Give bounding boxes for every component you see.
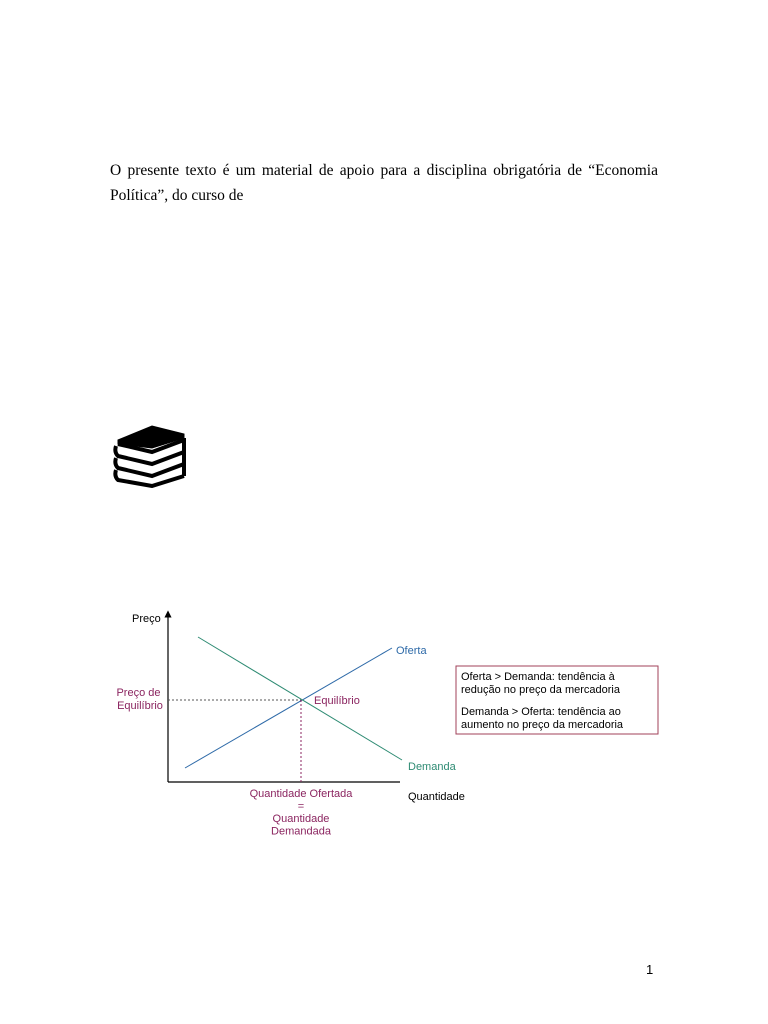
equilibrium-label: Equilíbrio: [314, 695, 360, 707]
x-axis-label: Quantidade: [408, 791, 465, 803]
info-box-line-2: redução no preço da mercadoria: [461, 684, 620, 696]
quantity-label-line: =: [297, 800, 305, 813]
info-box-line-4: aumento no preço da mercadoria: [461, 719, 624, 731]
books-stack-icon: [112, 420, 190, 488]
intro-paragraph: O presente texto é um material de apoio para a disciplina obrigatória de “Economia Política”, do curso de: [110, 162, 658, 204]
quantity-label-line: Quantidade Ofertada: [249, 788, 353, 800]
page-number: 1: [646, 962, 654, 977]
info-box-line-1: Oferta > Demanda: tendência à: [461, 671, 615, 683]
supply-line: [185, 648, 392, 768]
supply-demand-chart: [100, 600, 680, 850]
quantity-label-line: Quantidade: [272, 813, 330, 825]
demand-line: [198, 637, 402, 760]
y-axis-label: Preço: [132, 613, 161, 625]
info-box-line-3: Demanda > Oferta: tendência ao: [461, 706, 621, 718]
supply-label: Oferta: [396, 645, 427, 657]
quantity-label-line: Demandada: [271, 825, 331, 838]
equilibrium-quantity-label: [250, 788, 354, 838]
demand-label: Demanda: [408, 761, 456, 773]
equilibrium-price-label: Preço de Equilíbrio: [116, 687, 163, 712]
